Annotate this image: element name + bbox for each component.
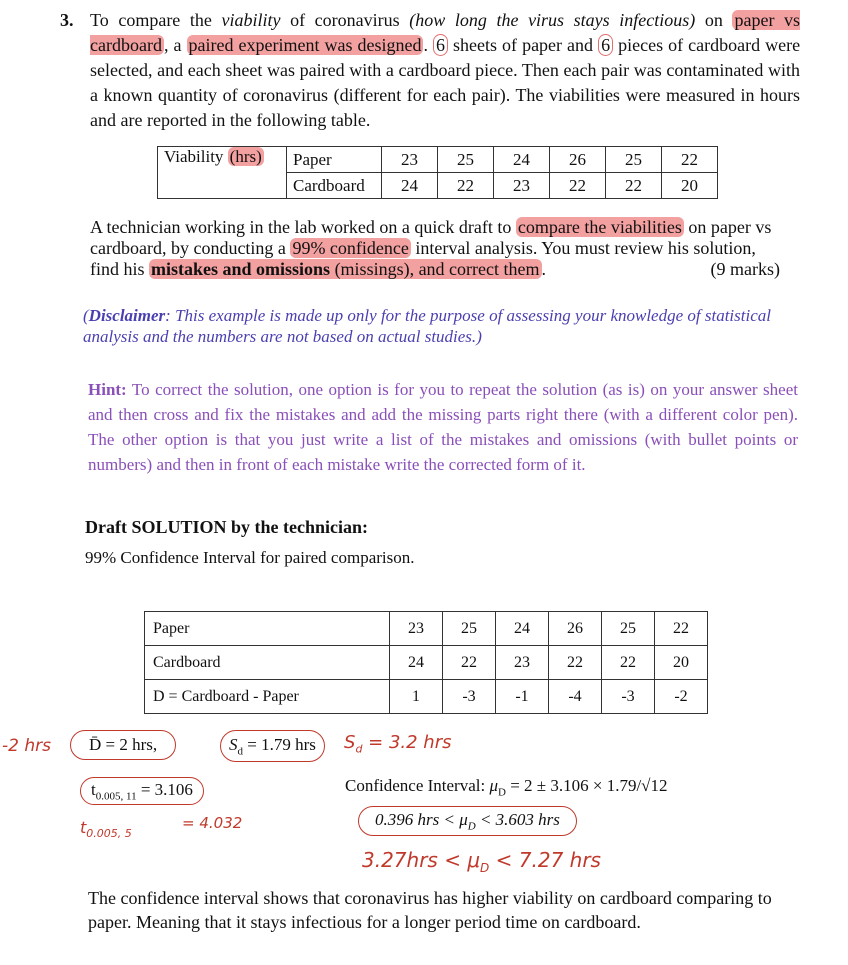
task-text: A technician working in the lab worked on a quick draft to compare the viabilities on paper vs cardboard, by conducting a 99% confidence interval analysis. You must review his solution, find his mistakes and omissions (missings), and correct them . (9 marks) (90, 217, 780, 279)
table-row: Paper 23 25 24 26 25 22 (145, 612, 708, 646)
question (60, 8, 800, 133)
draft-heading: Draft SOLUTION by the technician: (85, 517, 368, 537)
difference-table (144, 611, 708, 714)
dbar-value: D̄ = 2 hrs, (70, 730, 176, 760)
highlight: 6 (598, 34, 613, 56)
table-label: Viability (hrs) (158, 147, 287, 199)
question-number: 3. (60, 10, 74, 30)
viability-table (157, 146, 718, 199)
disclaimer: (Disclaimer: This example is made up only for the purpose of assessing your knowledge of statistical analysis and the numbers are not based on actual studies.) (83, 306, 771, 346)
ci-formula: Confidence Interval: $\mu_D = 2 \pm 3.106 \times 1.79/√12$ (345, 776, 668, 799)
table-row: Viability (hrs) Paper 23 25 24 26 25 22 (158, 147, 718, 173)
conclusion: The confidence interval shows that coronavirus has higher viability on cardboard comparing to paper. Meaning that it stays infectious for a longer period time on cardboard. (88, 888, 772, 932)
t-value: $t_{0.005, 11} = 3.106$ (80, 777, 204, 805)
hint: Hint: To correct the solution, one option is for you to repeat the solution (as is) on your answer sheet and then cross and fix the mistakes and add the missing parts right there (with a different color pen). The other option is that you just write a list of the mistakes and omissions (with bullet points or numbers) and then in front of each mistake write the corrected form of it. (88, 380, 798, 474)
sd-value: $S_d = 1.79$ hrs (220, 730, 325, 762)
highlight: paired experiment was designed (188, 35, 422, 55)
table-row: D = Cardboard - Paper 1 -3 -1 -4 -3 -2 (145, 680, 708, 714)
highlight: 6 (433, 34, 448, 56)
highlight: paper vs cardboard (90, 10, 801, 55)
handwritten-ci-fix: $3.27hrs < \mu_D < 7.27$ hrs (362, 848, 601, 875)
handwritten-sd-fix: $S_d = 3.2$ hrs (344, 732, 452, 756)
handwritten-t-fix-value: = 4.032 (182, 814, 243, 832)
table-row: Cardboard 24 22 23 22 22 20 (158, 173, 718, 199)
handwritten-dbar-fix: -2 hrs (2, 736, 51, 756)
marks: (9 marks) (710, 259, 780, 279)
ci-result: 0.396 hrs < $\mu_D < 3.603$ hrs (358, 806, 577, 836)
table-row: Cardboard 24 22 23 22 22 20 (145, 646, 708, 680)
draft-subheading: 99% Confidence Interval for paired comparison. (85, 548, 415, 567)
question-text: To compare the viability of coronavirus (how long the virus stays infectious) on paper vs cardboard , a paired experiment was designed . 6 sheets of paper and 6 pieces of cardboard were selected, and each sheet was paired with a cardboard piece. Then each pair was contaminated with a known quantity of coronavirus (different for each pair). The viabilities were measured in hours and are reported in the following table. (90, 10, 801, 130)
handwritten-t-fix: $t_{0.005, 5}$ (80, 818, 132, 841)
